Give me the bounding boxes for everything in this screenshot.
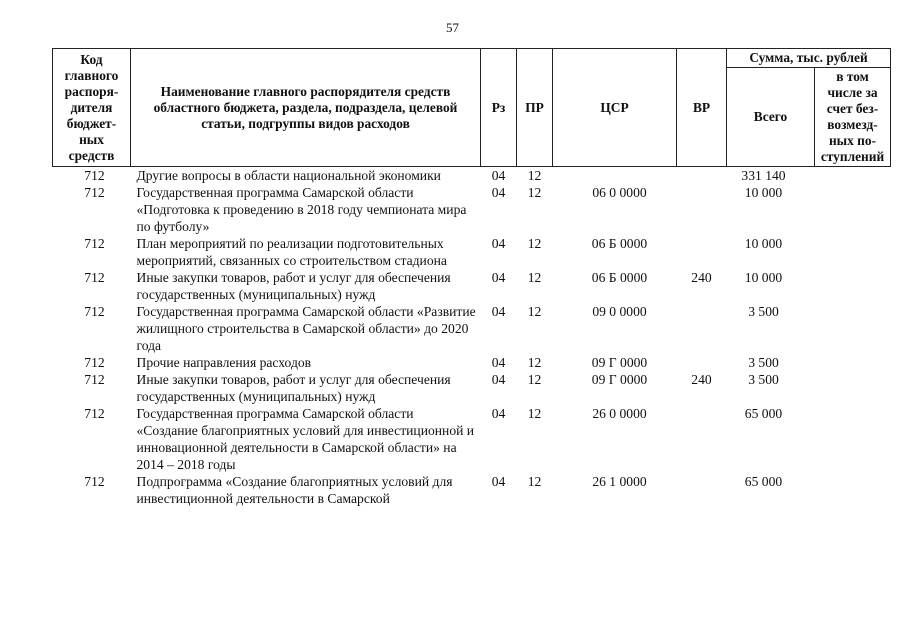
cell-code: 712 bbox=[84, 372, 105, 387]
cell-csr: 09 Г 0000 bbox=[591, 355, 648, 370]
cell-vr bbox=[677, 184, 727, 235]
cell-total: 65 000 bbox=[744, 474, 783, 489]
cell-rz: 04 bbox=[491, 236, 506, 251]
cell-name: План мероприятий по реализации подготовительных мероприятий, связанных со строительством стадиона bbox=[136, 236, 447, 268]
header-total: Всего bbox=[727, 68, 815, 167]
cell-code: 712 bbox=[84, 406, 105, 421]
cell-pr: 12 bbox=[527, 406, 542, 421]
cell-gratuitous bbox=[815, 303, 891, 354]
cell-csr: 26 0 0000 bbox=[592, 406, 647, 421]
header-name: Наименование главного распорядителя средств областного бюджета, раздела, подраздела, целевой статьи, подгруппы видов расходов bbox=[131, 49, 481, 167]
cell-rz: 04 bbox=[491, 185, 506, 200]
cell-rz: 04 bbox=[491, 474, 506, 489]
cell-pr: 12 bbox=[527, 168, 542, 183]
cell-vr bbox=[677, 354, 727, 371]
cell-vr bbox=[677, 303, 727, 354]
cell-csr: 06 0 0000 bbox=[592, 185, 647, 200]
cell-vr bbox=[677, 473, 727, 507]
cell-rz: 04 bbox=[491, 406, 506, 421]
cell-total: 10 000 bbox=[744, 236, 783, 251]
table-row bbox=[53, 269, 891, 303]
cell-name: Прочие направления расходов bbox=[136, 355, 312, 370]
table-row bbox=[53, 354, 891, 371]
cell-rz: 04 bbox=[491, 270, 506, 285]
cell-vr bbox=[677, 167, 727, 185]
cell-gratuitous bbox=[815, 184, 891, 235]
cell-pr: 12 bbox=[527, 236, 542, 251]
cell-total: 10 000 bbox=[744, 185, 783, 200]
cell-csr: 09 0 0000 bbox=[592, 304, 647, 319]
cell-csr bbox=[553, 167, 677, 185]
table-row bbox=[53, 405, 891, 473]
cell-vr bbox=[677, 235, 727, 269]
cell-csr: 26 1 0000 bbox=[592, 474, 647, 489]
cell-total: 3 500 bbox=[748, 372, 779, 387]
cell-pr: 12 bbox=[527, 185, 542, 200]
cell-csr: 06 Б 0000 bbox=[591, 236, 648, 251]
cell-vr: 240 bbox=[691, 372, 712, 387]
cell-name: Государственная программа Самарской области «Создание благоприятных условий для инвестиционной и инновационной деятельности в Самарской области» на 2014 – 2018 годы bbox=[136, 406, 475, 472]
cell-code: 712 bbox=[84, 355, 105, 370]
page-number: 57 bbox=[446, 20, 459, 35]
cell-rz: 04 bbox=[491, 372, 506, 387]
cell-name: Другие вопросы в области национальной экономики bbox=[136, 168, 441, 183]
cell-code: 712 bbox=[84, 236, 105, 251]
cell-name: Иные закупки товаров, работ и услуг для обеспечения государственных (муниципальных) нужд bbox=[136, 372, 451, 404]
cell-vr: 240 bbox=[691, 270, 712, 285]
cell-total: 331 140 bbox=[741, 168, 786, 183]
cell-csr: 06 Б 0000 bbox=[591, 270, 648, 285]
cell-gratuitous bbox=[815, 354, 891, 371]
cell-gratuitous bbox=[815, 473, 891, 507]
header-pr: ПР bbox=[517, 49, 553, 167]
cell-pr: 12 bbox=[527, 355, 542, 370]
header-vr: ВР bbox=[677, 49, 727, 167]
table-row bbox=[53, 167, 891, 185]
cell-gratuitous bbox=[815, 269, 891, 303]
cell-name: Государственная программа Самарской области «Подготовка к проведению в 2018 году чемпионата мира по футболу» bbox=[136, 185, 467, 234]
cell-name: Государственная программа Самарской области «Развитие жилищного строительства в Самарской области» до 2020 года bbox=[136, 304, 476, 353]
cell-total: 3 500 bbox=[748, 304, 779, 319]
budget-table bbox=[52, 48, 891, 507]
cell-rz: 04 bbox=[491, 355, 506, 370]
cell-gratuitous bbox=[815, 167, 891, 185]
cell-gratuitous bbox=[815, 371, 891, 405]
cell-gratuitous bbox=[815, 235, 891, 269]
cell-vr bbox=[677, 405, 727, 473]
cell-code: 712 bbox=[84, 304, 105, 319]
header-rz: Рз bbox=[481, 49, 517, 167]
cell-pr: 12 bbox=[527, 304, 542, 319]
cell-gratuitous bbox=[815, 405, 891, 473]
cell-rz: 04 bbox=[491, 304, 506, 319]
table-row bbox=[53, 371, 891, 405]
cell-pr: 12 bbox=[527, 270, 542, 285]
cell-pr: 12 bbox=[527, 372, 542, 387]
cell-code: 712 bbox=[84, 270, 105, 285]
cell-code: 712 bbox=[84, 474, 105, 489]
cell-code: 712 bbox=[84, 185, 105, 200]
header-gratuitous: в том числе за счет без-возмезд-ных по-ступлений bbox=[815, 68, 891, 167]
header-sum-group: Сумма, тыс. рублей bbox=[727, 49, 891, 68]
cell-pr: 12 bbox=[527, 474, 542, 489]
cell-rz: 04 bbox=[491, 168, 506, 183]
header-code: Код главного распоря-дителя бюджет-ных средств bbox=[53, 49, 131, 167]
header-csr: ЦСР bbox=[553, 49, 677, 167]
cell-total: 10 000 bbox=[744, 270, 783, 285]
table-row bbox=[53, 473, 891, 507]
cell-name: Иные закупки товаров, работ и услуг для обеспечения государственных (муниципальных) нужд bbox=[136, 270, 451, 302]
cell-total: 3 500 bbox=[748, 355, 779, 370]
cell-csr: 09 Г 0000 bbox=[591, 372, 648, 387]
cell-total: 65 000 bbox=[744, 406, 783, 421]
table-row bbox=[53, 303, 891, 354]
table-row bbox=[53, 235, 891, 269]
cell-name: Подпрограмма «Создание благоприятных условий для инвестиционной деятельности в Самарской bbox=[136, 474, 453, 506]
table-row bbox=[53, 184, 891, 235]
cell-code: 712 bbox=[84, 168, 105, 183]
